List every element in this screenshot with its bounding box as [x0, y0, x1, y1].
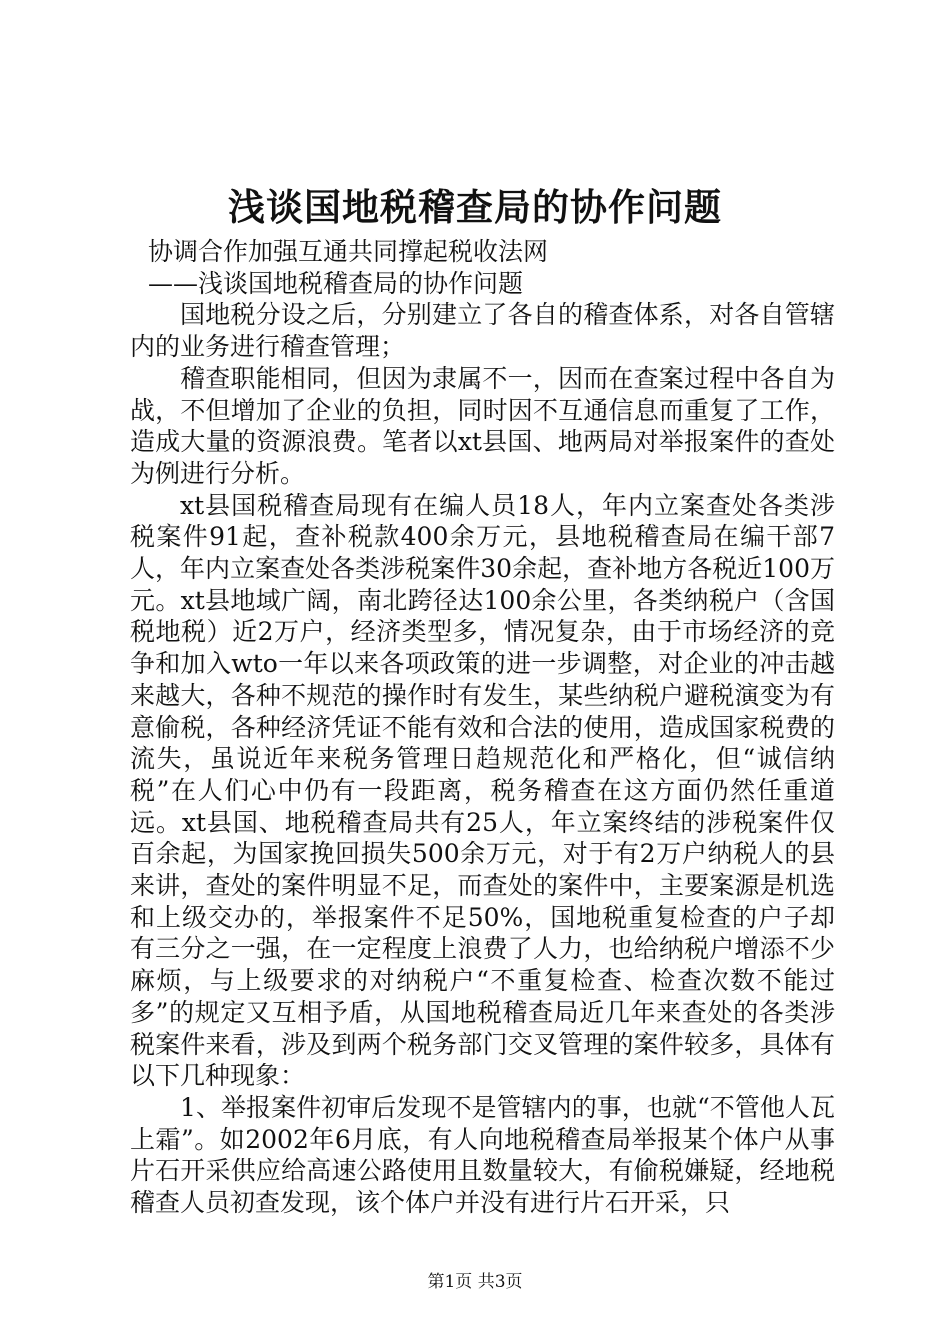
- page-footer: 第1页 共3页: [427, 1272, 523, 1292]
- paragraph-2: 稽查职能相同，但因为隶属不一，因而在查案过程中各自为战，不但增加了企业的负担，同时因不互通信息而重复了工作，造成大量的资源浪费。笔者以xt县国、地两局对举报案件的查处为例进行分析。: [130, 363, 835, 488]
- paragraph-1: 国地税分设之后，分别建立了各自的稽查体系，对各自管辖内的业务进行稽查管理；: [130, 300, 835, 362]
- subtitle-line-2: ——浅谈国地税稽查局的协作问题: [148, 268, 524, 298]
- paragraph-3: xt县国税稽查局现有在编人员18人，年内立案查处各类涉税案件91起，查补税款400余万元，县地税稽查局在编干部7人，年内立案查处各类涉税案件30余起，查补地方各税近100万元。xt县地域广阔，南北跨径达100余公里，各类纳税户（含国税地税）近2万户，经济类型多，情况复杂，由于市场经济的竞争和加入wto一年以来各项政策的进一步调整，对企业的冲击越来越大，各种不规范的操作时有发生，某些纳税户避税演变为有意偷税，各种经济凭证不能有效和合法的使用，造成国家税费的流失，虽说近年来税务管理日趋规范化和严格化，但“诚信纳税”在人们心中仍有一段距离，税务稽查在这方面仍然任重道远。xt县国、地税稽查局共有25人，年立案终结的涉税案件仅百余起，为国家挽回损失500余万元，对于有2万户纳税人的县来讲，查处的案件明显不足，而查处的案件中，主要案源是机选和上级交办的，举报案件不足50%，国地税重复检查的户子却有三分之一强，在一定程度上浪费了人力，也给纳税户增添不少麻烦，与上级要求的对纳税户“不重复检查、检查次数不能过多”的规定又互相予盾，从国地税稽查局近几年来查处的各类涉税案件来看，涉及到两个税务部门交叉管理的案件较多，具体有以下几种现象：: [130, 490, 835, 1091]
- document-title: 浅谈国地税稽查局的协作问题: [228, 185, 722, 229]
- document-body: [130, 236, 835, 1219]
- paragraph-4: 1、举报案件初审后发现不是管辖内的事，也就“不管他人瓦上霜”。如2002年6月底，有人向地税稽查局举报某个体户从事片石开采供应给高速公路使用且数量较大，有偷税嫌疑，经地税稽查人员初查发现，该个体户并没有进行片石开采，只: [130, 1092, 835, 1218]
- subtitle-line-1: 协调合作加强互通共同撑起税收法网: [148, 237, 549, 266]
